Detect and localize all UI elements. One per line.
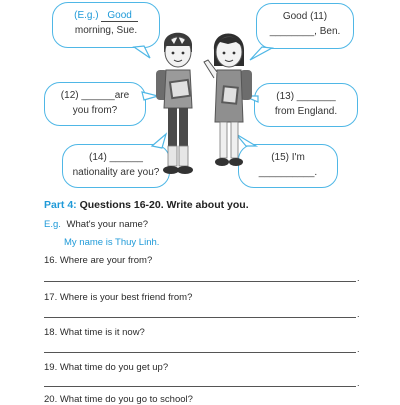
bubble-4-line-2: from England. (274, 106, 338, 117)
bubble-6-line-2: __________. (258, 167, 318, 178)
answer-line-16[interactable] (44, 281, 356, 282)
girl-figure (204, 34, 252, 167)
bubble-5-line-1: (14) ______ (89, 152, 143, 163)
answer-line-18-period: . (357, 344, 360, 354)
example-prefix: E.g. (44, 219, 61, 230)
answer-line-19[interactable] (44, 386, 356, 387)
bubble-3-line-2: you from? (72, 105, 118, 116)
bubble-2-line-2: ________, Ben. (269, 26, 341, 37)
part-4-title: Questions 16-20. Write about you. (76, 199, 249, 211)
children-illustration (148, 22, 268, 192)
answer-line-17-period: . (357, 309, 360, 319)
answer-line-18[interactable] (44, 352, 356, 353)
bubble-1-line-2: morning, Sue. (74, 25, 138, 36)
part-4-heading (44, 199, 249, 211)
bubble-4-line-1: (13) _______ (276, 91, 336, 102)
part-4-label: Part 4: (44, 199, 77, 211)
question-19: 19. What time do you get up? (44, 362, 169, 373)
boy-figure (156, 33, 193, 174)
answer-line-17[interactable] (44, 317, 356, 318)
answer-line-19-period: . (357, 378, 360, 388)
bubble-1-eg-label: (E.g.) (74, 10, 102, 21)
bubble-5-line-2: nationality are you? (72, 167, 160, 178)
question-16: 16. Where are your from? (44, 255, 153, 266)
example-question-text: What's your name? (66, 219, 149, 230)
answer-line-16-period: . (357, 273, 360, 283)
example-question (44, 219, 148, 230)
bubble-1-answer: Good (101, 10, 137, 22)
question-20: 20. What time do you go to school? (44, 394, 193, 405)
bubble-3-line-1: (12) ______are (60, 90, 130, 101)
bubble-6-line-1: (15) I'm (271, 152, 305, 163)
question-17: 17. Where is your best friend from? (44, 292, 193, 303)
bubble-2-line-1: Good (11) (282, 11, 328, 22)
example-answer: My name is Thuy Linh. (64, 237, 160, 248)
question-18: 18. What time is it now? (44, 327, 145, 338)
